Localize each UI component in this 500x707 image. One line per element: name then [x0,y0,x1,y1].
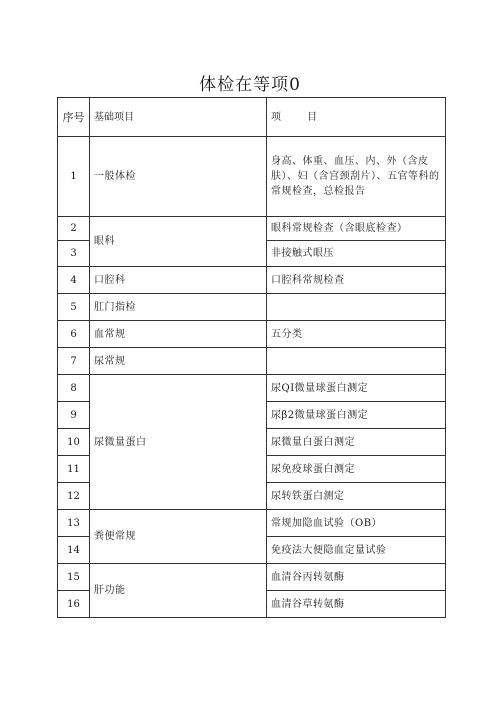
row-number: 10 [58,429,90,456]
row-number: 2 [58,217,90,241]
item-cell: 身高、体重、血压、内、外（含皮肤）、妇（含宫颈刮片）、五官等科的常规检查，总检报告 [267,137,446,217]
base-item-cell: 尿常规 [90,348,267,375]
base-item-cell: 尿微量蛋白 [90,375,267,510]
row-number: 3 [58,241,90,267]
header-item: 项 目 [267,98,446,137]
table-row [58,294,446,321]
row-number: 4 [58,267,90,294]
table-row [58,137,446,217]
table-row [58,321,446,348]
row-number: 5 [58,294,90,321]
item-cell: 尿β2微量球蛋白测定 [267,402,446,429]
item-cell [267,348,446,375]
row-number: 11 [58,456,90,483]
item-cell: 血清谷草转氨酶 [267,591,446,618]
item-cell: 口腔科常规检查 [267,267,446,294]
row-number: 16 [58,591,90,618]
row-number: 7 [58,348,90,375]
table-row [58,564,446,591]
page-title: 体检在等项0 [199,75,301,95]
row-number: 12 [58,483,90,510]
base-item-cell: 眼科 [90,217,267,267]
item-cell: 眼科常规检查（含眼底检查） [267,217,446,241]
base-item-cell: 血常规 [90,321,267,348]
row-number: 9 [58,402,90,429]
item-cell [267,294,446,321]
table-header-row [58,98,446,137]
item-cell: 尿微量白蛋白测定 [267,429,446,456]
row-number: 14 [58,537,90,564]
header-no: 序号 [58,98,90,137]
header-base-item: 基础项目 [90,98,267,137]
base-item-cell: 口腔科 [90,267,267,294]
row-number: 8 [58,375,90,402]
base-item-cell: 一般体检 [90,137,267,217]
item-cell: 五分类 [267,321,446,348]
item-cell: 尿转铁蛋白测定 [267,483,446,510]
row-number: 13 [58,510,90,537]
item-cell: 常规加隐血试验（OB） [267,510,446,537]
table-row [58,217,446,241]
table-row [58,510,446,537]
table-row [58,348,446,375]
item-cell: 免疫法大便隐血定量试验 [267,537,446,564]
table-row [58,375,446,402]
row-number: 1 [58,137,90,217]
row-number: 15 [58,564,90,591]
table-row [58,267,446,294]
item-cell: 非接触式眼压 [267,241,446,267]
item-cell: 尿QI微量球蛋白测定 [267,375,446,402]
base-item-cell: 肛门指检 [90,294,267,321]
exam-items-table [57,97,446,618]
row-number: 6 [58,321,90,348]
base-item-cell: 肝功能 [90,564,267,618]
item-cell: 血清谷丙转氨酶 [267,564,446,591]
item-cell: 尿免疫球蛋白测定 [267,456,446,483]
base-item-cell: 粪便常规 [90,510,267,564]
